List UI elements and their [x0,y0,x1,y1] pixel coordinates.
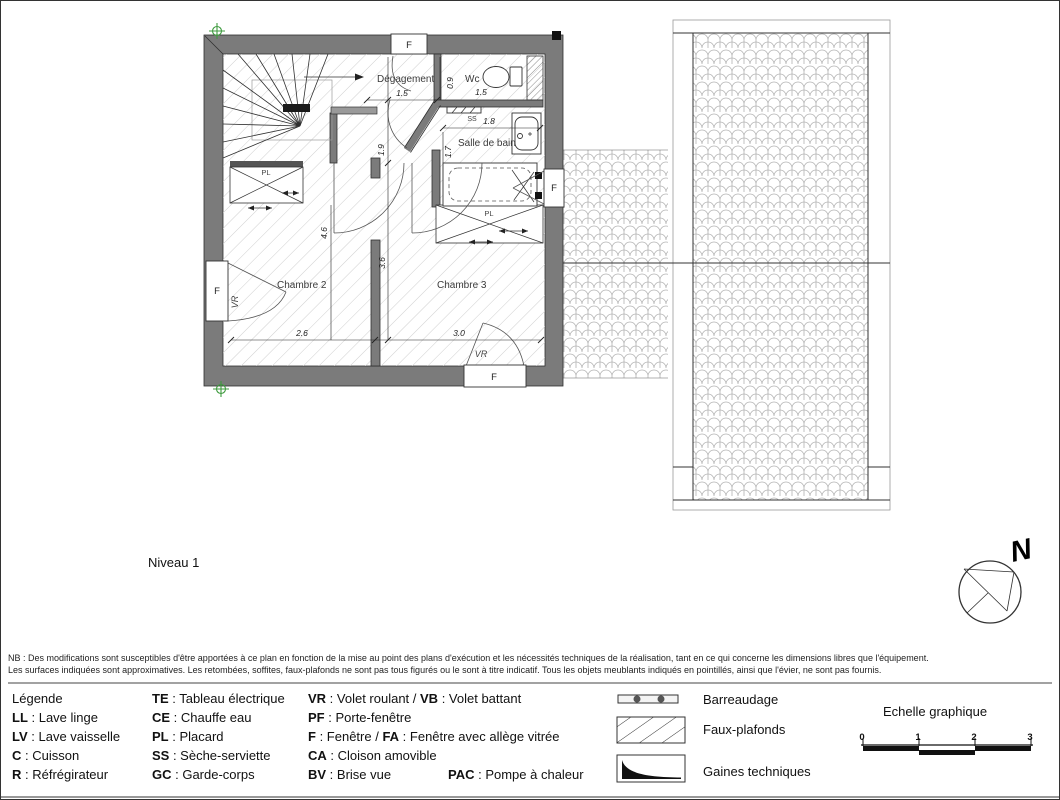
legend-label: : Volet battant [438,691,522,706]
legend-label: : Garde-corps [171,767,255,782]
legend-abbr: FA [382,729,400,744]
dim-hall-h: 1.9 [376,144,386,156]
window-bottom-label: F [491,372,497,383]
dim-wc-h: 0.9 [445,77,455,89]
closet-left-label: PL [261,168,271,177]
svg-text:R : Réfrégirateur [12,767,109,782]
svg-text:CE : Chauffe eau [152,710,252,725]
legend-label: : Sèche-serviette [169,748,271,763]
legend-label: : Cuisson [21,748,80,763]
svg-text:CA : Cloison amovible [308,748,437,763]
svg-text:GC : Garde-corps [152,767,255,782]
legend-label: : Volet roulant / [326,691,421,706]
volet-bottom-label: VR [474,349,488,359]
room-salle-de-bain: Salle de bain [458,138,516,149]
svg-text:LL : Lave linge [12,710,98,725]
legend-abbr: F [308,729,316,744]
closet-left [230,161,303,211]
bathtub [443,163,542,206]
svg-text:F : Fenêtre / FA : Fenêtre av [308,729,559,744]
legend-abbr: CA [308,748,327,763]
svg-text:SS : Sèche-serviette [152,748,271,763]
legend-label: : Placard [168,729,224,744]
legend-abbr: GC [152,767,172,782]
legend-label: : Chauffe eau [170,710,252,725]
symbol-barreaudage-label: Barreaudage [703,692,779,707]
graphic-scale-title: Echelle graphique [883,704,988,719]
legend-label: : Pompe à chaleur [474,767,584,782]
dim-hall-w: 1.5 [396,88,408,98]
corner-mark [552,31,561,40]
dim-ch3-w: 3.0 [453,328,465,338]
svg-text:PL : Placard [152,729,224,744]
legend-label: : Fenêtre / [315,729,383,744]
legend-abbr: PL [152,729,169,744]
legend-abbr: CE [152,710,171,725]
washbasin [512,113,541,154]
legend-label: : Lave linge [27,710,98,725]
legend-label: : Brise vue [326,767,392,782]
legend-abbr: C [12,748,22,763]
window-top-label: F [406,40,412,51]
room-chambre-2: Chambre 2 [277,280,327,291]
scale-tick-0: 0 [859,732,865,743]
volet-left-label: VR [230,295,240,309]
legend-label: : Réfrégirateur [21,767,109,782]
svg-text:TE : Tableau électrique [152,691,285,706]
legend-label: : Lave vaisselle [27,729,121,744]
legend-title: Légende [12,691,63,706]
legend-abbr: LL [12,710,28,725]
roof-right [673,20,890,510]
svg-text:C : Cuisson [12,748,79,763]
window-top [391,34,427,54]
room-degagement: Dégagement [377,74,435,85]
svg-text:VR : Volet roulant / VB : Vole [308,691,522,706]
room-chambre-3: Chambre 3 [437,280,487,291]
window-left-label: F [214,286,220,297]
legend-abbr: TE [152,691,169,706]
dim-bain-h: 1.7 [443,146,453,158]
scale-tick-3: 3 [1027,732,1033,743]
symbol-faux-plafonds-label: Faux-plafonds [703,722,786,737]
closet-right-label: PL [484,209,494,218]
legend-label: : Porte-fenêtre [324,710,412,725]
dim-ch-mid-h: 3.6 [377,257,387,269]
legend-label: : Fenêtre avec allège vitrée [399,729,560,744]
dim-wc-w: 1.5 [475,87,487,97]
north-label: N [1007,533,1035,569]
note-line-2: Les surfaces indiquées sont approximatives. Les retombées, soffites, faux-plafonds ne sont pas tous figurés ou le sont à titre indicatif. Tous les objets meublants indiqués en pointillés, ainsi que l'évier, ne sont pas fournis. [8,665,882,675]
svg-text:PF : Porte-fenêtre [308,710,411,725]
legend-abbr: SS [152,748,170,763]
legend-abbr: LV [12,729,28,744]
dim-ch-left-h: 4.6 [319,227,329,239]
guard-rail [331,107,377,114]
window-right-label: F [551,183,557,194]
window-right [544,169,564,207]
legend-label: : Cloison amovible [326,748,437,763]
dim-bain-w: 1.8 [483,116,495,126]
legend-abbr: VB [420,691,439,706]
legend-abbr: BV [308,767,327,782]
legend-abbr: PF [308,710,325,725]
technical-shaft [527,56,543,100]
legend-abbr: VR [308,691,327,706]
room-wc: Wc [465,74,480,85]
stair-handrail [283,104,310,112]
legend-abbr: PAC [448,767,475,782]
terrace-tiles [563,150,673,378]
scale-tick-1: 1 [915,732,921,743]
legend-abbr: R [12,767,22,782]
legend-label: : Tableau électrique [168,691,285,706]
svg-text:LV : Lave vaisselle [12,729,120,744]
closet-right [436,205,543,245]
level-label: Niveau 1 [148,555,200,570]
note-line-1: NB : Des modifications sont susceptibles d'être apportées à ce plan en fonction de la mise au point des plans d'exécution et les nécessités techniques de la réalisation, tant en ce qui concerne les dimensions libres que l'équipement. [8,653,929,663]
symbol-gaines-techniques-label: Gaines techniques [703,764,811,779]
dim-ch2-w: 2.6 [296,328,308,338]
scale-tick-2: 2 [971,732,977,743]
toilet [483,67,522,88]
towel-radiator-label: SS [467,116,477,123]
